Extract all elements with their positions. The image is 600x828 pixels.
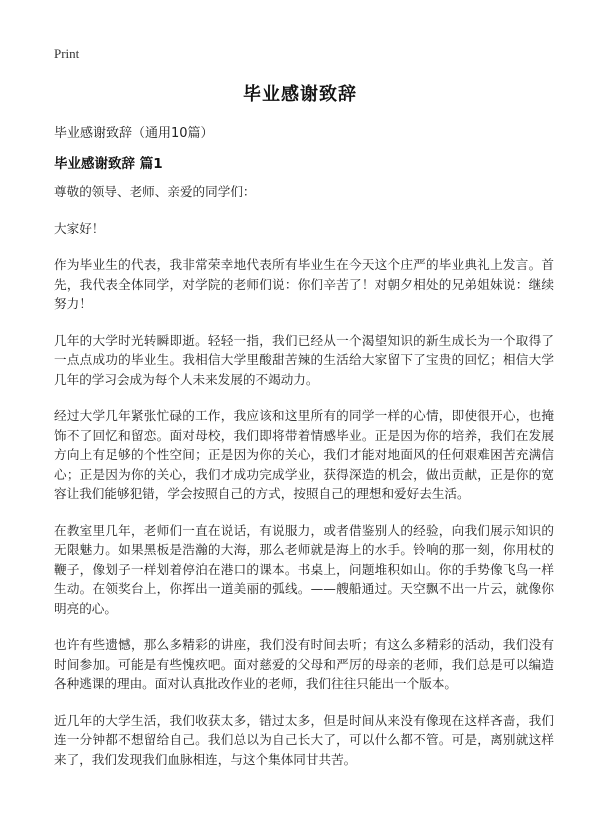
print-label: Print <box>54 46 80 61</box>
body-paragraph: 几年的大学时光转瞬即逝。轻轻一指，我们已经从一个渴望知识的新生成长为一个取得了一点点成功的毕业生。我相信大学里酸甜苦辣的生活给大家留下了宝贵的回忆；相信大学几年的学习会成为每个人未来发展的不竭动力。 <box>54 332 554 387</box>
body-paragraph: 经过大学几年紧张忙碌的工作，我应该和这里所有的同学一样的心情，即使很开心，也掩饰不了回忆和留恋。面对母校，我们即将带着情感毕业。正是因为你的培养，我们在发展方向上有足够的个性空间；正是因为你的关心，我们才能对地面风的任何艰难困苦充满信心；正是因为你的关心，我们才成功完成学业，获得深造的机会，做出贡献，正是你的宽容让我们能够犯错，学会按照自己的方式，按照自己的理想和爱好去生活。 <box>54 408 554 501</box>
body-paragraph: 近几年的大学生活，我们收获太多，错过太多，但是时间从来没有像现在这样吝啬，我们连一分钟都不想留给自己。我们总以为自己长大了，可以什么都不管。可是，离别就这样来了，我们发现我们血脉相连，与这个集体同甘共苦。 <box>54 712 554 767</box>
body-paragraph: 在教室里几年，老师们一直在说话，有说服力，或者借鉴别人的经验，向我们展示知识的无限魅力。如果黑板是浩瀚的大海，那么老师就是海上的水手。铃响的那一刻，你用杖的鞭子，像划子一样划着停泊在港口的课本。书桌上，问题堆积如山。你的手势像飞鸟一样生动。在领奖台上，你挥出一道美丽的弧线。——艘船通过。天空飘不出一片云，就像你明亮的心。 <box>54 522 554 616</box>
document-subtitle: 毕业感谢致辞（通用10篇） <box>54 126 214 141</box>
section-title: 毕业感谢致辞 篇1 <box>54 156 163 172</box>
body-paragraph: 作为毕业生的代表，我非常荣幸地代表所有毕业生在今天这个庄严的毕业典礼上发言。首先，我代表全体同学，对学院的老师们说：你们辛苦了！对朝夕相处的兄弟姐妹说：继续努力！ <box>54 257 554 311</box>
document-body <box>54 182 554 786</box>
document-title: 毕业感谢致辞 <box>243 84 357 105</box>
greeting-paragraph: 大家好！ <box>54 220 105 236</box>
salutation-paragraph: 尊敬的领导、老师、亲爱的同学们： <box>54 184 256 199</box>
body-paragraph: 也许有些遗憾，那么多精彩的讲座，我们没有时间去听；有这么多精彩的活动，我们没有时间参加。可能是有些愧疚吧。面对慈爱的父母和严厉的母亲的老师，我们总是可以编造各种逃课的理由。面对认真批改作业的老师，我们往往只能出一个版本。 <box>54 637 554 691</box>
